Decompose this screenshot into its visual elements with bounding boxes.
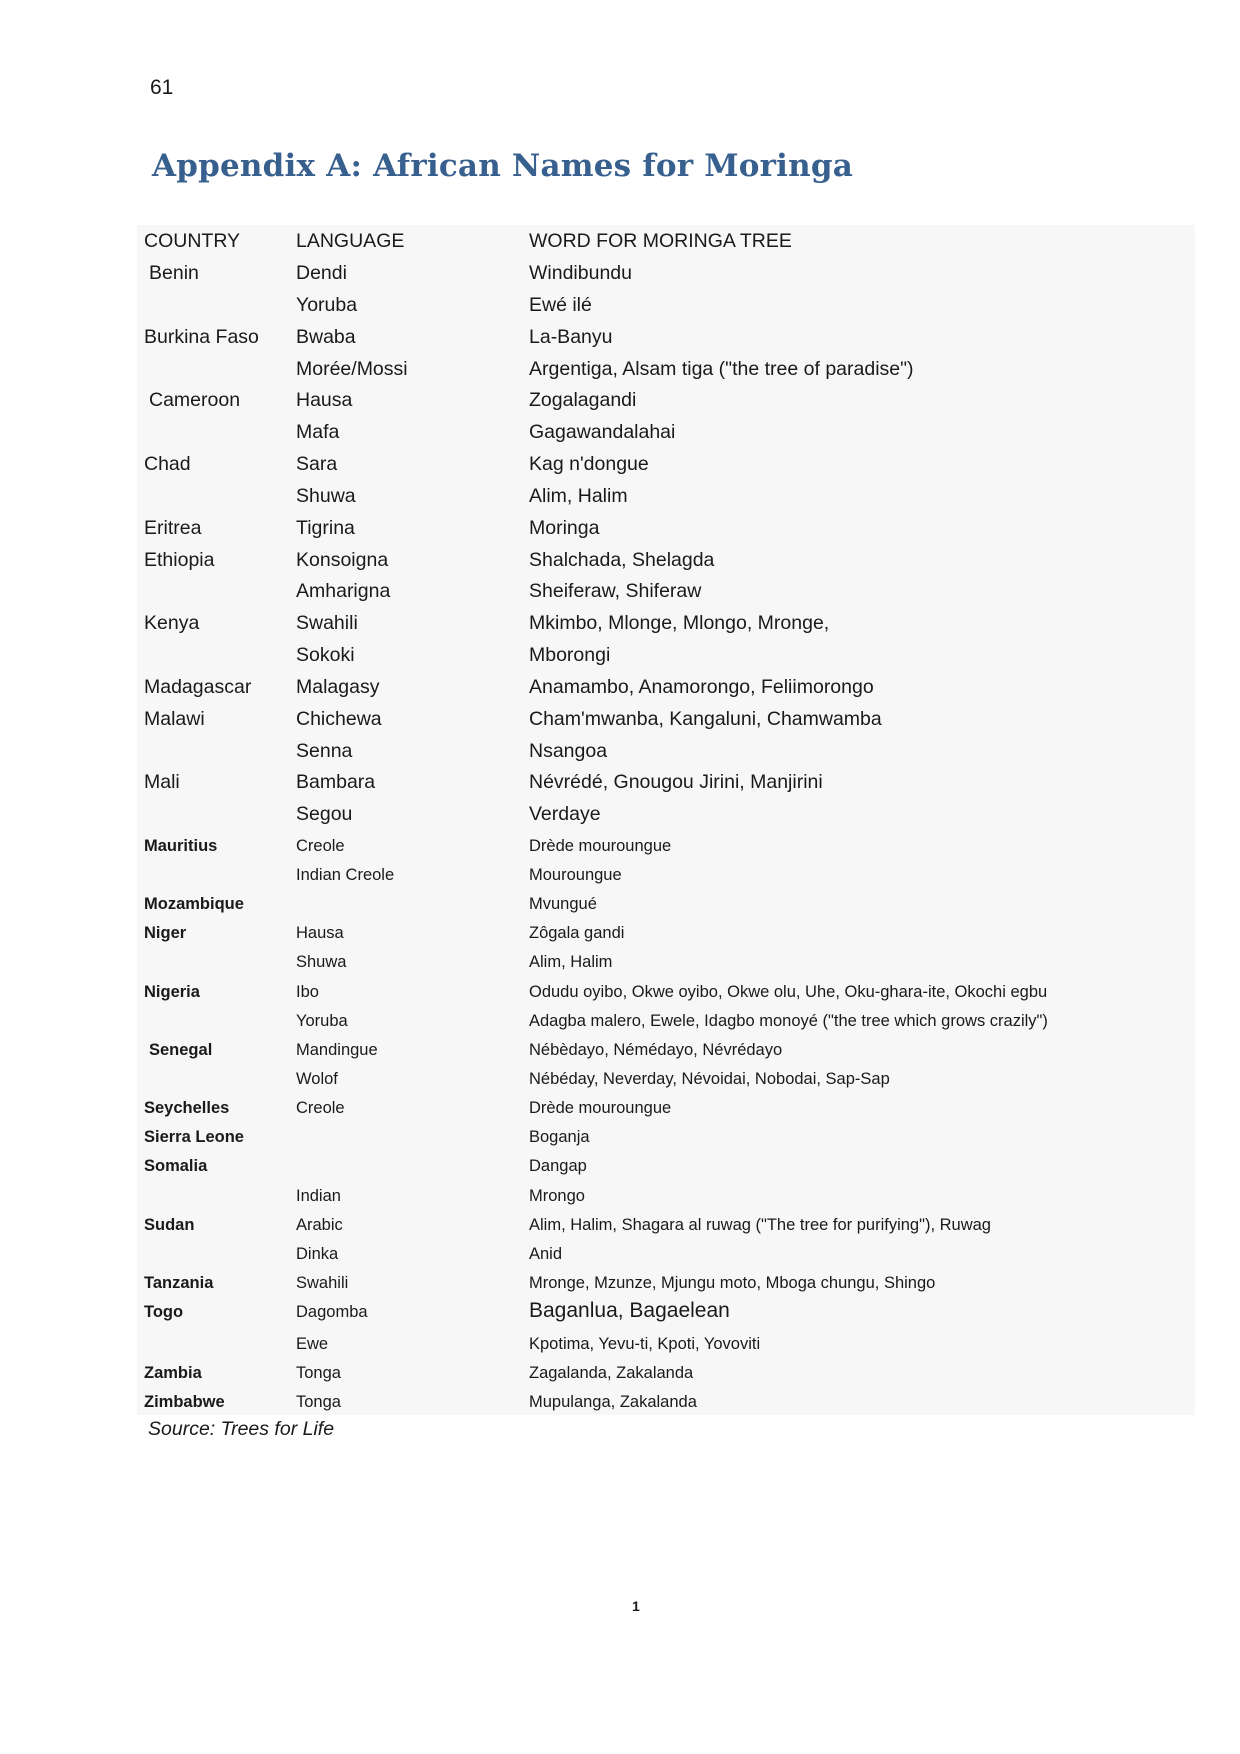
word-cell: Baganlua, Bagaelean [529, 1299, 730, 1322]
word-cell: La-Banyu [529, 326, 613, 348]
language-cell: Indian Creole [296, 866, 395, 884]
language-cell: Creole [296, 1099, 345, 1117]
language-cell: Sara [296, 453, 338, 475]
word-cell: Gagawandalahai [529, 421, 676, 443]
word-cell: Shalchada, Shelagda [529, 549, 715, 571]
word-cell: Nsangoa [529, 740, 608, 762]
language-cell: Ewe [296, 1335, 329, 1353]
country-cell: Somalia [144, 1157, 208, 1175]
word-cell: Mouroungue [529, 866, 622, 884]
language-cell: Shuwa [296, 485, 356, 507]
country-cell: Ethiopia [144, 549, 215, 571]
word-cell: Kpotima, Yevu-ti, Kpoti, Yovoviti [529, 1335, 761, 1353]
language-cell: Hausa [296, 924, 344, 942]
country-cell: Niger [144, 924, 187, 942]
word-cell: Boganja [529, 1128, 590, 1146]
language-cell: Tonga [296, 1393, 341, 1411]
word-cell: Verdaye [529, 803, 601, 825]
moringa-names-table [137, 225, 1195, 1415]
country-cell: Mauritius [144, 837, 218, 855]
language-cell: Yoruba [296, 1012, 348, 1030]
language-cell: Swahili [296, 1274, 349, 1292]
language-cell: Dagomba [296, 1303, 368, 1321]
language-cell: Chichewa [296, 708, 382, 730]
language-cell: Konsoigna [296, 549, 389, 571]
country-cell: Tanzania [144, 1274, 214, 1292]
language-cell: Shuwa [296, 953, 347, 971]
language-cell: Tigrina [296, 517, 355, 539]
country-cell: Sierra Leone [144, 1128, 244, 1146]
language-cell: Senna [296, 740, 353, 762]
word-cell: Argentiga, Alsam tiga ("the tree of paradise") [529, 358, 914, 380]
country-cell: Madagascar [144, 676, 252, 698]
word-cell: Zôgala gandi [529, 924, 625, 942]
word-cell: Adagba malero, Ewele, Idagbo monoyé ("the tree which grows crazily") [529, 1012, 1048, 1030]
country-cell: Burkina Faso [144, 326, 259, 348]
country-cell: Benin [149, 262, 199, 284]
language-cell: Amharigna [296, 580, 391, 602]
language-cell: Mafa [296, 421, 340, 443]
language-cell: Malagasy [296, 676, 380, 698]
word-cell: Zogalagandi [529, 389, 637, 411]
header-word: WORD FOR MORINGA TREE [529, 230, 792, 252]
country-cell: Mali [144, 771, 180, 793]
word-cell: Mvungué [529, 895, 597, 913]
word-cell: Sheiferaw, Shiferaw [529, 580, 702, 602]
language-cell: Sokoki [296, 644, 355, 666]
country-cell: Zambia [144, 1364, 202, 1382]
language-cell: Yoruba [296, 294, 358, 316]
language-cell: Wolof [296, 1070, 338, 1088]
word-cell: Anid [529, 1245, 563, 1263]
word-cell: Dangap [529, 1157, 587, 1175]
country-cell: Mozambique [144, 895, 244, 913]
language-cell: Segou [296, 803, 353, 825]
language-cell: Bambara [296, 771, 376, 793]
word-cell: Kag n'dongue [529, 453, 649, 475]
word-cell: Alim, Halim, Shagara al ruwag ("The tree for purifying"), Ruwag [529, 1216, 991, 1234]
country-cell: Kenya [144, 612, 200, 634]
country-cell: Togo [144, 1303, 184, 1321]
language-cell: Swahili [296, 612, 358, 634]
language-cell: Arabic [296, 1216, 343, 1234]
country-cell: Eritrea [144, 517, 202, 539]
page-number-top: 61 [150, 76, 174, 99]
word-cell: Mronge, Mzunze, Mjungu moto, Mboga chungu, Shingo [529, 1274, 936, 1292]
word-cell: Ewé ilé [529, 294, 592, 316]
word-cell: Névrédé, Gnougou Jirini, Manjirini [529, 771, 823, 793]
word-cell: Zagalanda, Zakalanda [529, 1364, 694, 1382]
word-cell: Mborongi [529, 644, 611, 666]
country-cell: Chad [144, 453, 191, 475]
language-cell: Creole [296, 837, 345, 855]
country-cell: Cameroon [149, 389, 241, 411]
word-cell: Drède mouroungue [529, 837, 672, 855]
page-number-bottom: 1 [632, 1598, 640, 1614]
word-cell: Moringa [529, 517, 600, 539]
language-cell: Ibo [296, 983, 319, 1001]
word-cell: Anamambo, Anamorongo, Feliimorongo [529, 676, 874, 698]
word-cell: Mkimbo, Mlonge, Mlongo, Mronge, [529, 612, 830, 634]
country-cell: Seychelles [144, 1099, 230, 1117]
page-title: Appendix A: African Names for Moringa [152, 148, 854, 184]
country-cell: Nigeria [144, 983, 200, 1001]
country-cell: Zimbabwe [144, 1393, 225, 1411]
word-cell: Windibundu [529, 262, 632, 284]
word-cell: Nébéday, Neverday, Névoidai, Nobodai, Sap-Sap [529, 1070, 890, 1088]
language-cell: Mandingue [296, 1041, 378, 1059]
language-cell: Bwaba [296, 326, 356, 348]
language-cell: Dinka [296, 1245, 339, 1263]
word-cell: Mrongo [529, 1187, 585, 1205]
word-cell: Alim, Halim [529, 953, 613, 971]
word-cell: Cham'mwanba, Kangaluni, Chamwamba [529, 708, 882, 730]
header-country: COUNTRY [144, 230, 241, 252]
language-cell: Tonga [296, 1364, 341, 1382]
country-cell: Senegal [149, 1041, 213, 1059]
language-cell: Dendi [296, 262, 347, 284]
word-cell: Mupulanga, Zakalanda [529, 1393, 697, 1411]
language-cell: Hausa [296, 389, 353, 411]
word-cell: Drède mouroungue [529, 1099, 672, 1117]
word-cell: Alim, Halim [529, 485, 628, 507]
source-citation: Source: Trees for Life [148, 1418, 335, 1440]
country-cell: Sudan [144, 1216, 195, 1234]
country-cell: Malawi [144, 708, 205, 730]
word-cell: Odudu oyibo, Okwe oyibo, Okwe olu, Uhe, Oku-ghara-ite, Okochi egbu [529, 983, 1048, 1001]
header-language: LANGUAGE [296, 230, 405, 252]
word-cell: Nébèdayo, Némédayo, Névrédayo [529, 1041, 783, 1059]
language-cell: Morée/Mossi [296, 358, 408, 380]
language-cell: Indian [296, 1187, 341, 1205]
